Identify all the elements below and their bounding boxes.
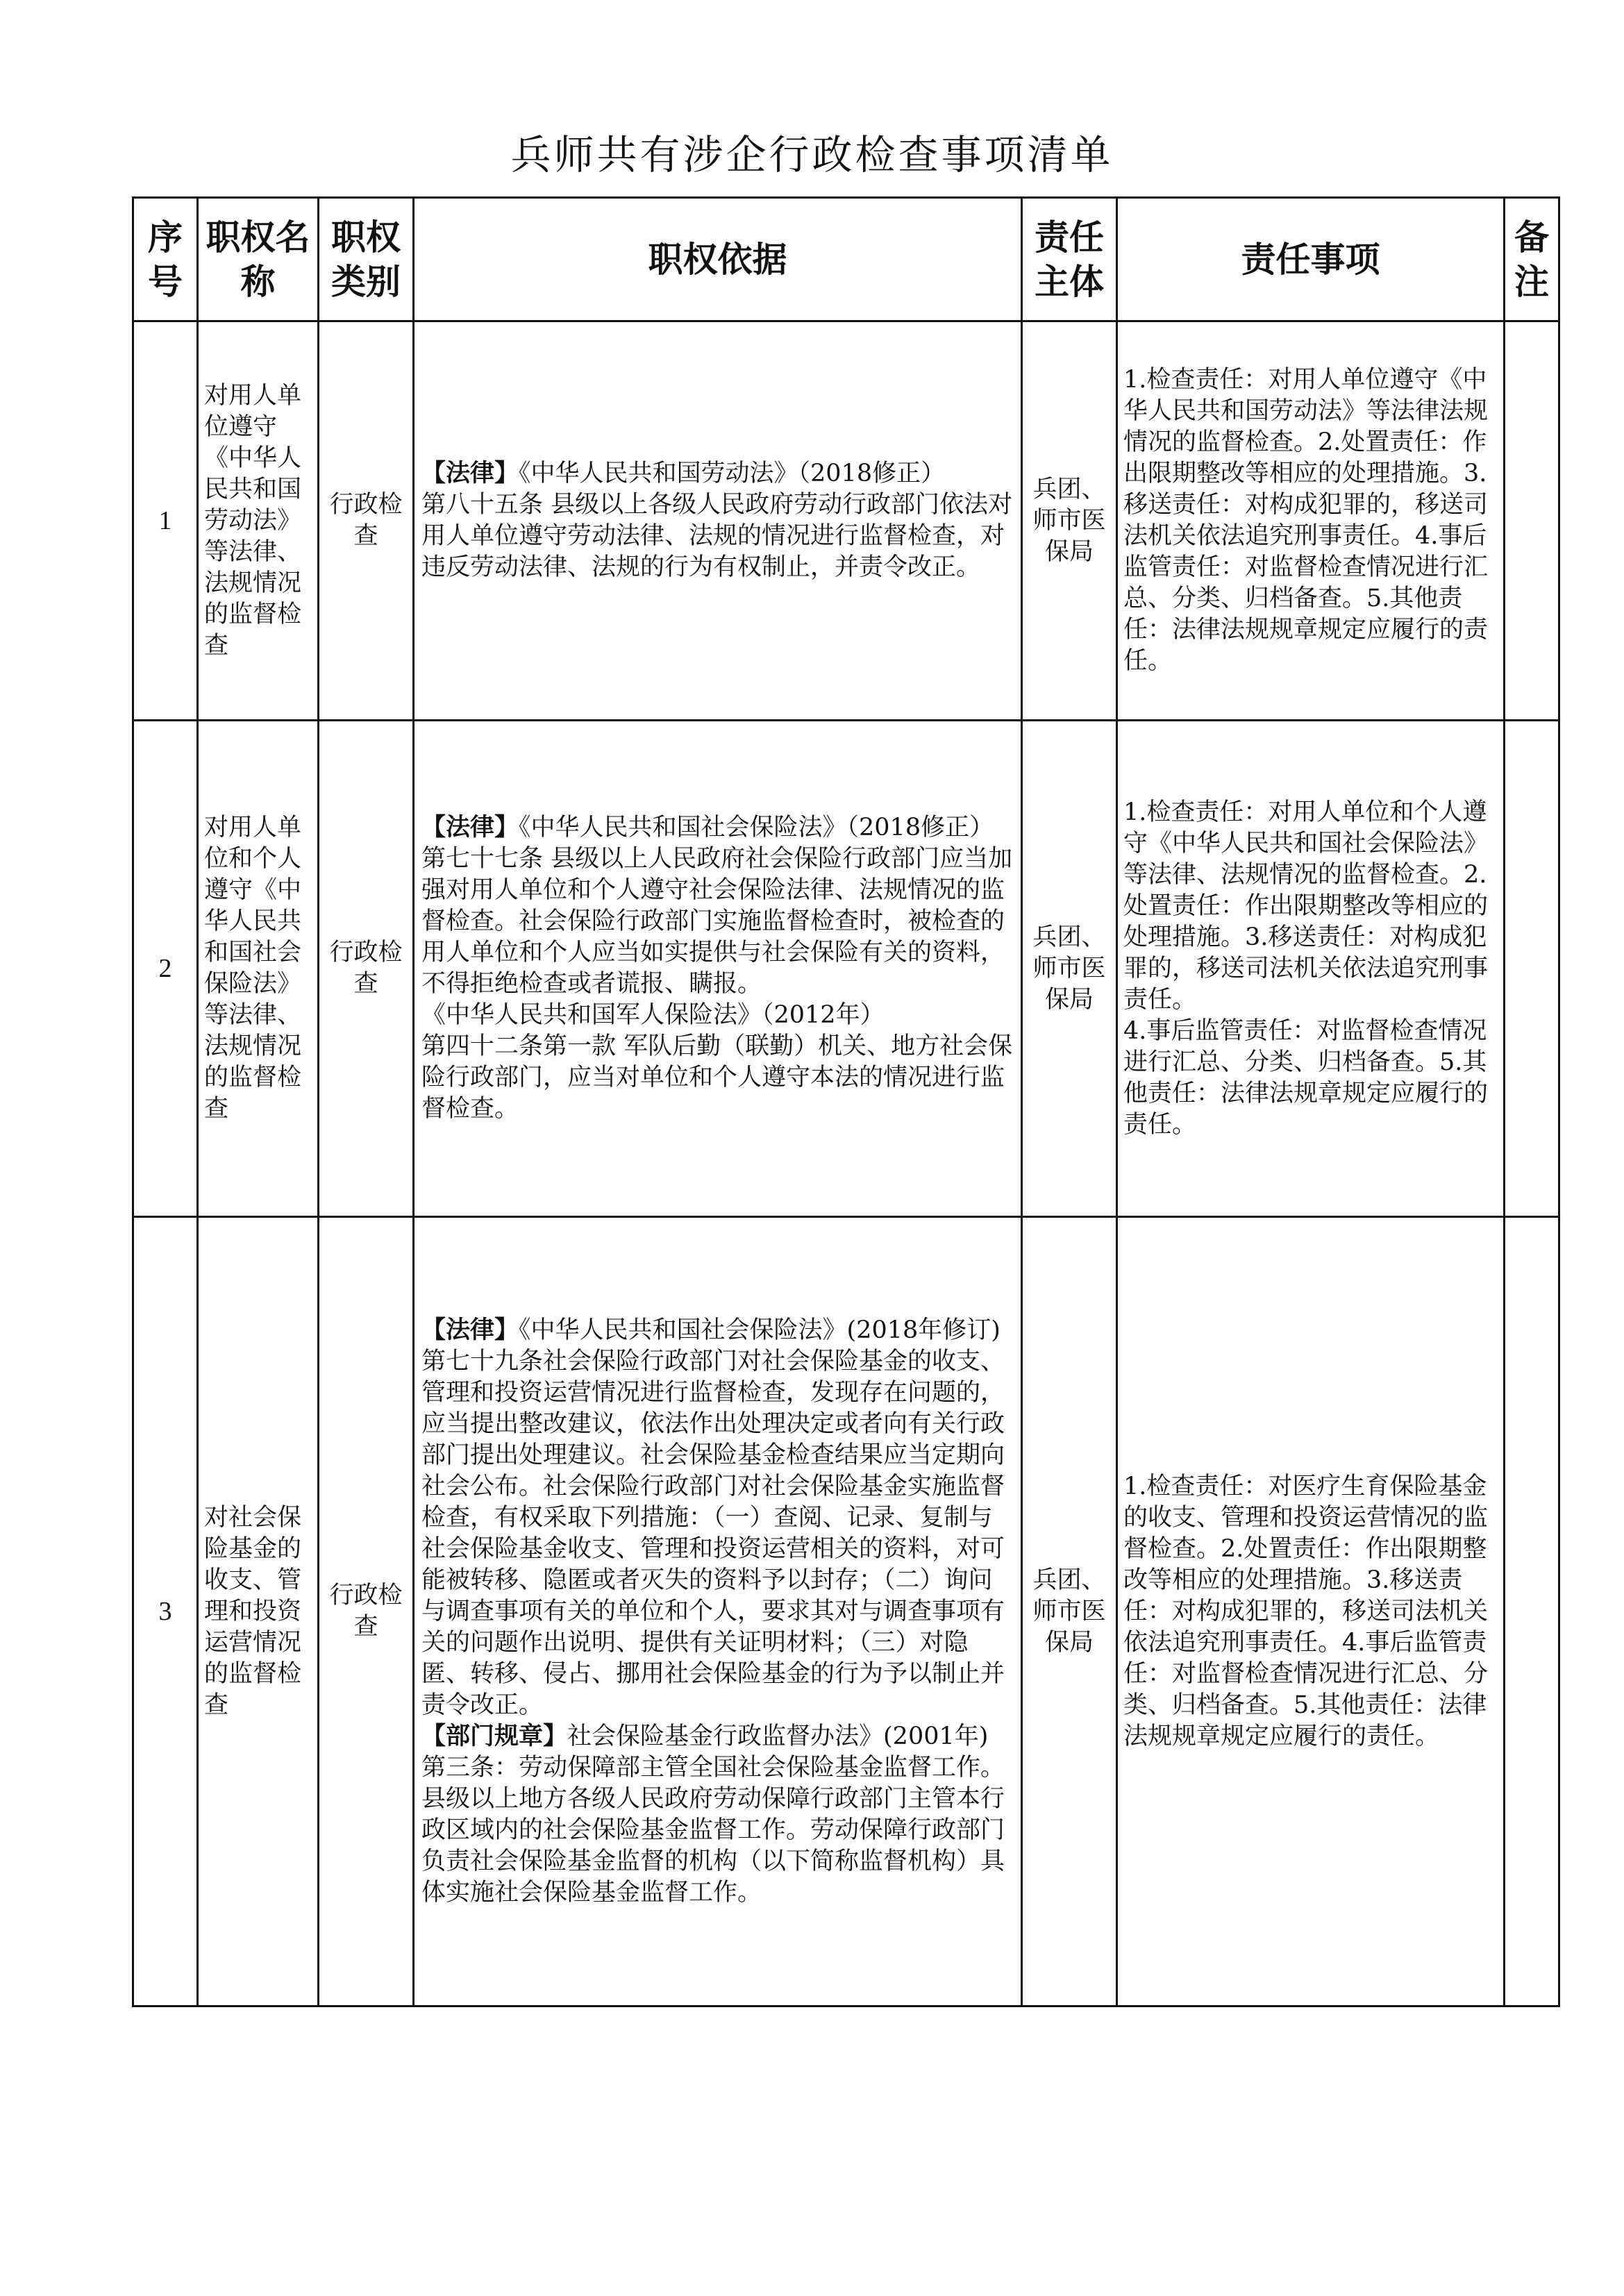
basis-law-title: 《中华人民共和国社会保险法》(2018年修订) xyxy=(519,1316,1001,1344)
row-duties xyxy=(1117,721,1505,1217)
row-seq: 1 xyxy=(133,321,198,721)
row-remark xyxy=(1505,721,1559,1217)
row-subject: 兵团、师市医保局 xyxy=(1022,1217,1117,2006)
header-basis: 职权依据 xyxy=(414,198,1022,321)
row-basis xyxy=(414,321,1022,721)
duties-text: 1.检查责任：对用人单位和个人遵守《中华人民共和国社会保险法》等法律、法规情况的监督检查。2.处置责任：作出限期整改等相应的处理措施。3.移送责任：对构成犯罪的，移送司法机关依法追究刑事责任。 xyxy=(1123,798,1489,1014)
header-duties: 责任事项 xyxy=(1117,198,1505,321)
row-remark xyxy=(1505,1217,1559,2006)
row-basis xyxy=(414,1217,1022,2006)
row-name: 对用人单位遵守《中华人民共和国劳动法》等法律、法规情况的监督检查 xyxy=(198,321,319,721)
header-category: 职权类别 xyxy=(319,198,414,321)
row-subject: 兵团、师市医保局 xyxy=(1022,721,1117,1217)
row-remark xyxy=(1505,321,1559,721)
basis-tag: 【法律】 xyxy=(421,460,519,487)
row-basis xyxy=(414,721,1022,1217)
duties-text: 1.检查责任：对用人单位遵守《中华人民共和国劳动法》等法律法规情况的监督检查。2.处置责任：作出限期整改等相应的处理措施。3.移送责任：对构成犯罪的，移送司法机关依法追究刑事责任。4.事后监管责任：对监督检查情况进行汇总、分类、归档备查。5.其他责任：法律法规规章规定应履行的责任。 xyxy=(1123,366,1489,675)
basis-article: 第七十七条 县级以上人民政府社会保险行政部门应当加强对用人单位和个人遵守社会保险法律、法规情况的监督检查。社会保险行政部门实施监督检查时，被检查的用人单位和个人应当如实提供与社会保险有关的资料，不得拒绝检查或者谎报、瞒报。 xyxy=(421,845,1013,998)
row-name: 对社会保险基金的收支、管理和投资运营情况的监督检查 xyxy=(198,1217,319,2006)
basis-extra-law-title: 《中华人民共和国军人保险法》（2012年） xyxy=(421,1001,885,1029)
basis-extra-article: 第四十二条第一款 军队后勤（联勤）机关、地方社会保险行政部门，应当对单位和个人遵守本法的情况进行监督检查。 xyxy=(421,1032,1013,1123)
row-category: 行政检查 xyxy=(319,1217,414,2006)
basis-law-title: 《中华人民共和国社会保险法》（2018修正） xyxy=(519,814,994,841)
row-duties xyxy=(1117,321,1505,721)
basis-law-title: 《中华人民共和国劳动法》（2018修正） xyxy=(519,460,946,487)
header-name: 职权名称 xyxy=(198,198,319,321)
basis-regulation-article: 第三条：劳动保障部主管全国社会保险基金监督工作。县级以上地方各级人民政府劳动保障行政部门主管本行政区域内的社会保险基金监督工作。劳动保障行政部门负责社会保险基金监督的机构（以下简称监督机构）具体实施社会保险基金监督工作。 xyxy=(421,1753,1005,1907)
row-duties xyxy=(1117,1217,1505,2006)
row-name: 对用人单位和个人遵守《中华人民共和国社会保险法》等法律、法规情况的监督检查 xyxy=(198,721,319,1217)
table-row xyxy=(133,321,1559,721)
basis-article: 第七十九条社会保险行政部门对社会保险基金的收支、管理和投资运营情况进行监督检查，发现存在问题的，应当提出整改建议，依法作出处理决定或者向有关行政部门提出处理建议。社会保险基金检查结果应当定期向社会公布。社会保险行政部门对社会保险基金实施监督检查，有权采取下列措施：（一）查阅、记录、复制与社会保险基金收支、管理和投资运营相关的资料，对可能被转移、隐匿或者灭失的资料予以封存；（二）询问与调查事项有关的单位和个人，要求其对与调查事项有关的问题作出说明、提供有关证明材料；（三）对隐匿、转移、侵占、挪用社会保险基金的行为予以制止并责令改正。 xyxy=(421,1347,1005,1719)
basis-regulation-title: 社会保险基金行政监督办法》(2001年) xyxy=(567,1722,989,1750)
table-header-row xyxy=(133,198,1559,321)
row-seq: 2 xyxy=(133,721,198,1217)
table-row xyxy=(133,721,1559,1217)
basis-tag: 【法律】 xyxy=(421,814,519,841)
basis-tag-regulation: 【部门规章】 xyxy=(421,1722,568,1750)
row-category: 行政检查 xyxy=(319,321,414,721)
duties-text-continued: 4.事后监管责任：对监督检查情况进行汇总、分类、归档备查。5.其他责任：法律法规章规定应履行的责任。 xyxy=(1123,1016,1489,1139)
row-seq: 3 xyxy=(133,1217,198,2006)
row-subject: 兵团、师市医保局 xyxy=(1022,321,1117,721)
row-category: 行政检查 xyxy=(319,721,414,1217)
header-seq: 序号 xyxy=(133,198,198,321)
duties-text: 1.检查责任：对医疗生育保险基金的收支、管理和投资运营情况的监督检查。2.处置责任：作出限期整改等相应的处理措施。3.移送责任：对构成犯罪的，移送司法机关依法追究刑事责任。4.事后监管责任：对监督检查情况进行汇总、分类、归档备查。5.其他责任：法律法规规章规定应履行的责任。 xyxy=(1123,1472,1489,1750)
inspection-items-table xyxy=(132,196,1560,2007)
basis-tag: 【法律】 xyxy=(421,1316,519,1344)
header-subject: 责任主体 xyxy=(1022,198,1117,321)
basis-article: 第八十五条 县级以上各级人民政府劳动行政部门依法对用人单位遵守劳动法律、法规的情况进行监督检查，对违反劳动法律、法规的行为有权制止，并责令改正。 xyxy=(421,491,1013,581)
table-row xyxy=(133,1217,1559,2006)
document-title: 兵师共有涉企行政检查事项清单 xyxy=(510,131,1114,178)
header-remark: 备注 xyxy=(1505,198,1559,321)
